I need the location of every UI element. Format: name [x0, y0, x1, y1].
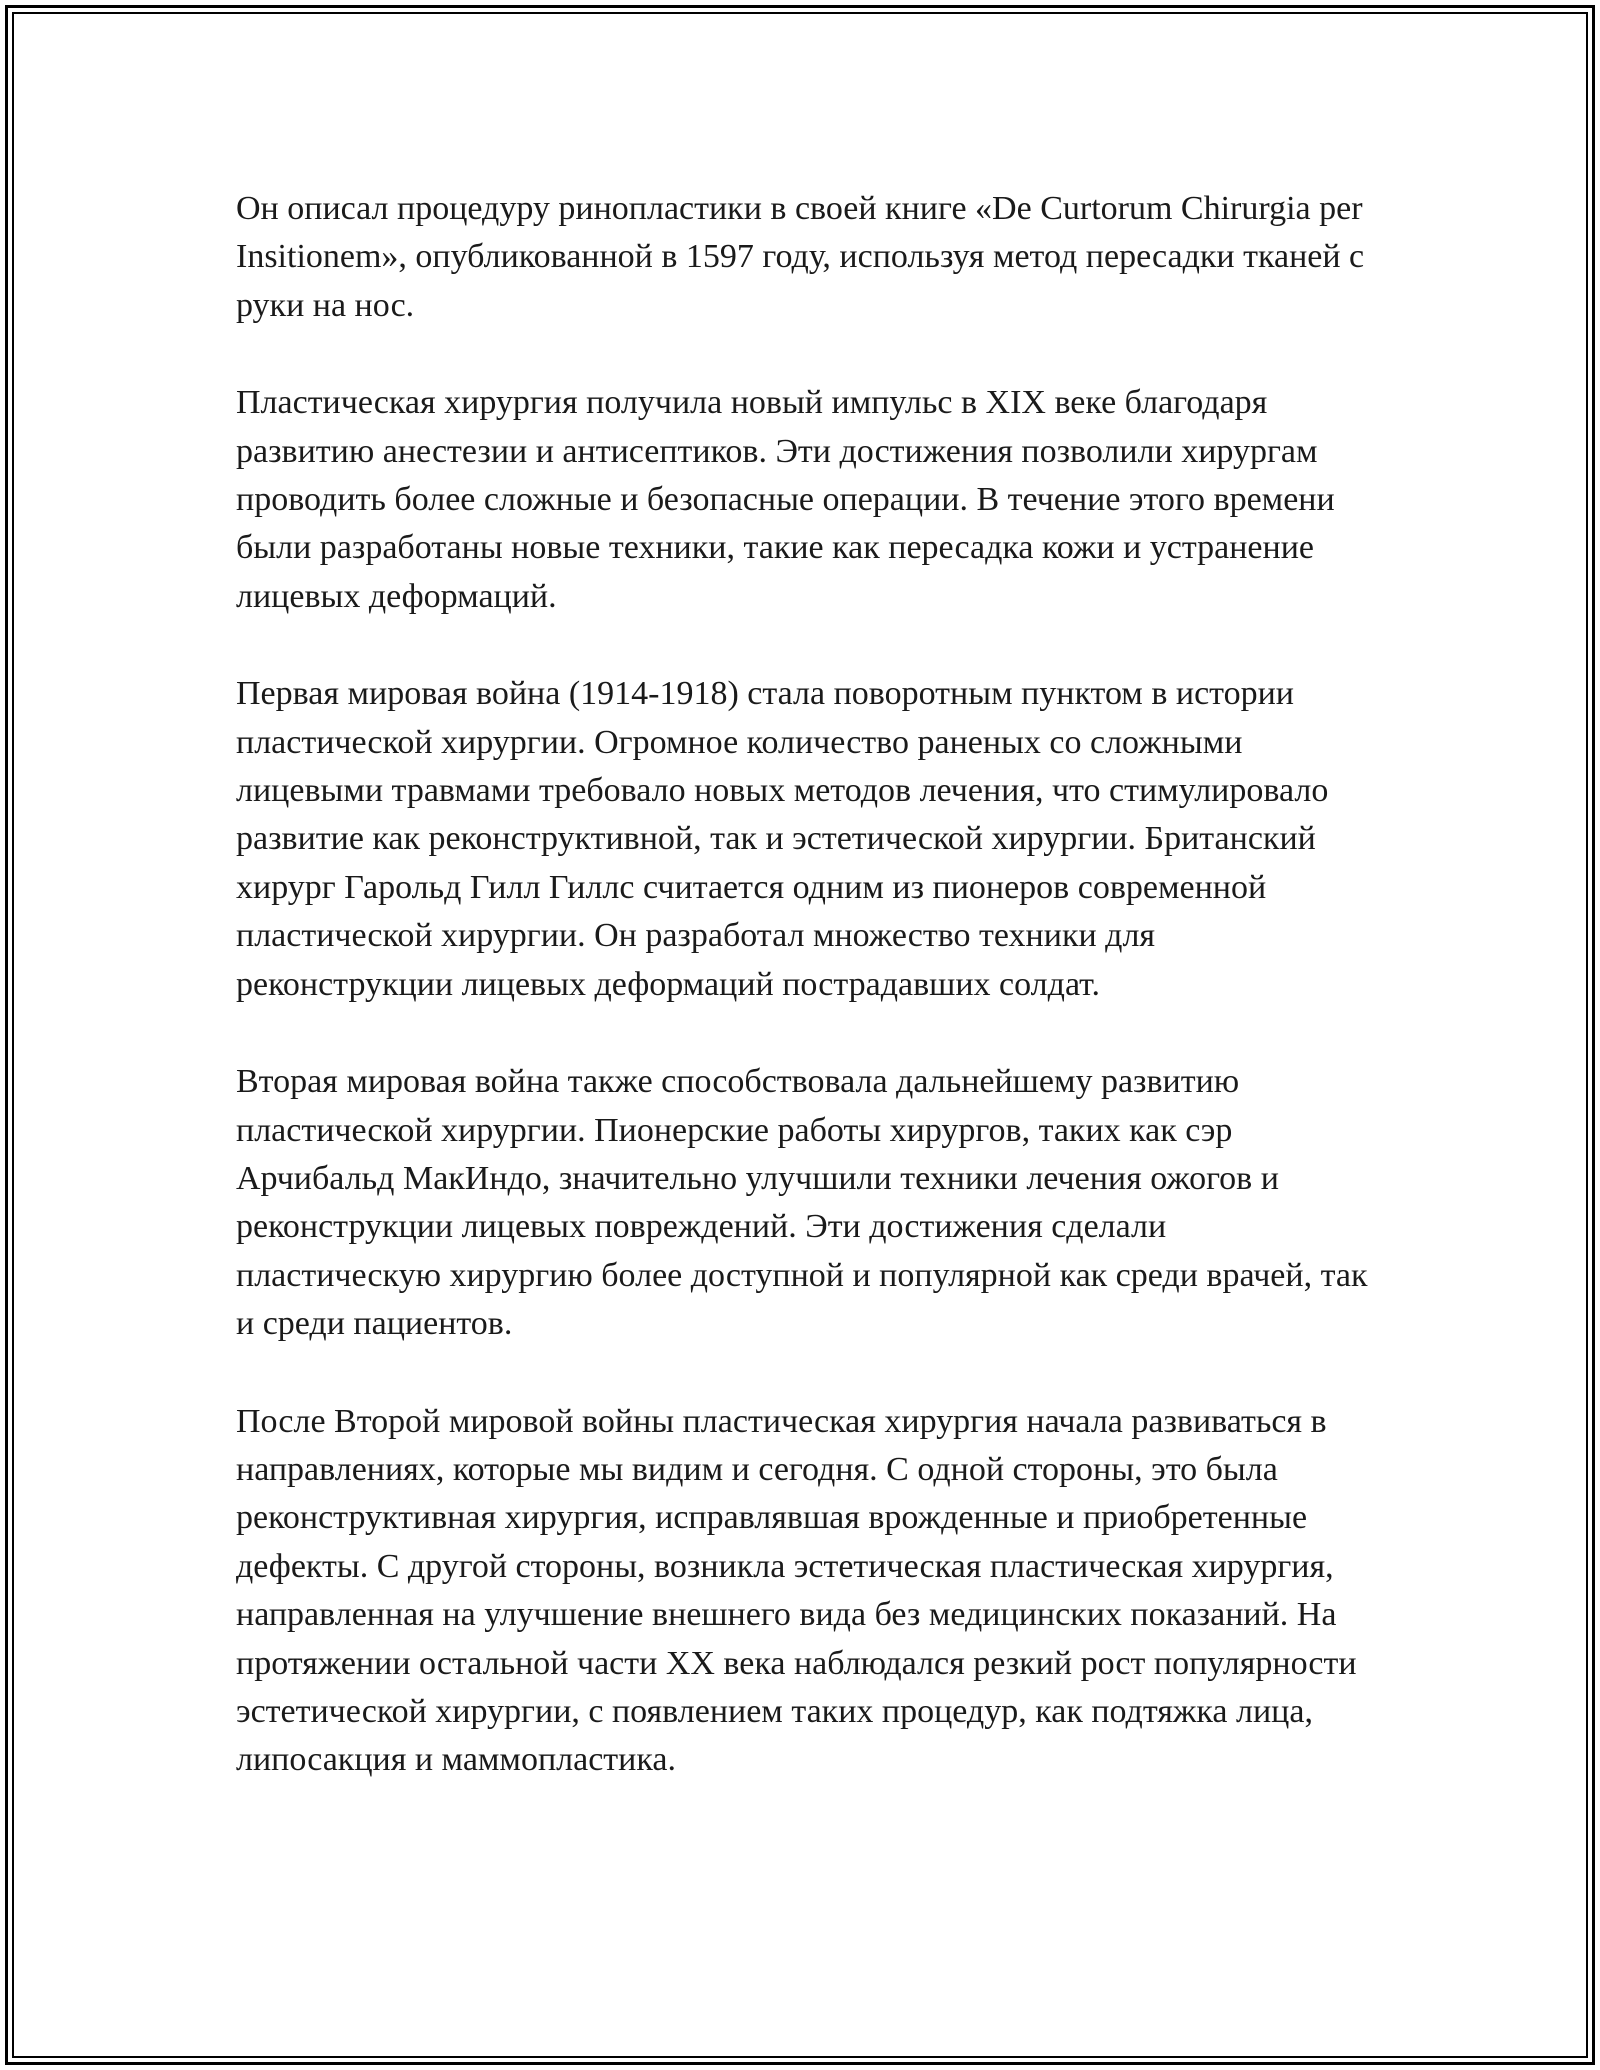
paragraph-5: После Второй мировой войны пластическая хирургия начала развиваться в направлениях, которые мы видим и сегодня. С одной стороны, это была реконструктивная хирургия, исправлявшая врожденные и приобретенные дефекты. С другой стороны, возникла эстетическая пластическая хирургия, направленная на улучшение внешнего вида без медицинских показаний. На протяжении остальной части XX века наблюдался резкий рост популярности эстетической хирургии, с появлением таких процедур, как подтяжка лица, липосакция и маммопластика. — [236, 1402, 1357, 1779]
paragraph-3: Первая мировая война (1914-1918) стала поворотным пунктом в истории пластической хирургии. Огромное количество раненых со сложными лицевыми травмами требовало новых методов лечения, что стимулировало развитие как реконструктивной, так и эстетической хирургии. Британский хирург Гарольд Гилл Гиллс считается одним из пионеров современной пластической хирургии. Он разработал множество техники для реконструкции лицевых деформаций пострадавших солдат. — [236, 675, 1329, 1003]
paragraph-2: Пластическая хирургия получила новый импульс в XIX веке благодаря развитию анестезии и антисептиков. Эти достижения позволили хирургам проводить более сложные и безопасные операции. В течение этого времени были разработаны новые техники, такие как пересадка кожи и устранение лицевых деформаций. — [236, 384, 1335, 615]
paragraph-1: Он описал процедуру ринопластики в своей книге «De Curtorum Chirurgia per Insitionem», опубликованной в 1597 году, используя метод пересадки тканей с руки на нос. — [236, 190, 1365, 324]
document-body — [236, 185, 1376, 1834]
paragraph-4: Вторая мировая война также способствовала дальнейшему развитию пластической хирургии. Пионерские работы хирургов, таких как сэр Арчибальд МакИндо, значительно улучшили техники лечения ожогов и реконструкции лицевых повреждений. Эти достижения сделали пластическую хирургию более доступной и популярной как среди врачей, так и среди пациентов. — [236, 1063, 1368, 1343]
